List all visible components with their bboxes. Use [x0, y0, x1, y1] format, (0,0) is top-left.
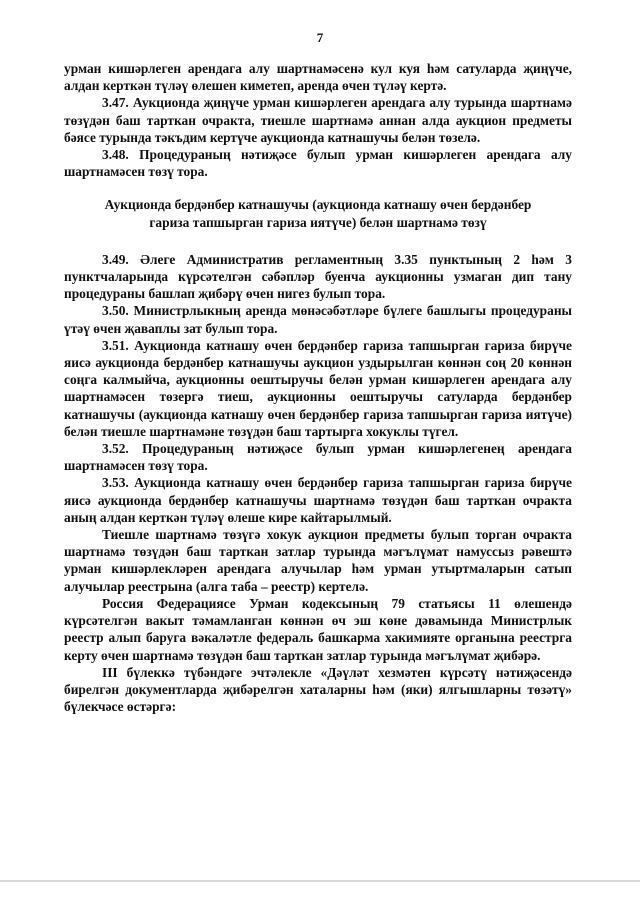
paragraph-section-three: III бүлеккә түбәндәге эчтәлекле «Дәүләт хезмәтен күрсәтү нәтиҗәсендә бирелгән документларда җибәрелгән хаталарны һәм (яки) ялгышларны төзәтү» бүлекчәсе өстәргә: — [64, 664, 572, 715]
section-heading: Аукционда бердәнбер катнашучы (аукционда катнашу өчен бердәнбер гариза тапшырган гариза иятүче) белән шартнамә төзү — [104, 197, 532, 230]
paragraph-3-50: 3.50. Министрлыкның аренда мөнәсәбәтләре бүлеге башлыгы процедураны үтәү өчен җаваплы зат булып тора. — [64, 303, 572, 336]
document-body — [64, 60, 572, 715]
paragraph-3-48: 3.48. Процедураның нәтиҗәсе булып урман кишәрлеген арендага алу шартнамәсен төзү тора. — [64, 147, 572, 180]
page-number: 7 — [316, 30, 324, 45]
paragraph-3-52: 3.52. Процедураның нәтиҗәсе булып урман кишәрлегенең арендага шартнамәсен төзү тора. — [64, 441, 572, 474]
paragraph-3-47: 3.47. Аукционда җиңүче урман кишәрлеген арендага алу турында шартнамә төзүдән баш тарткан очракта, тиешле шартнамә аннан алда аукцион предметы бәясе турында тәкъдим кертүче аукционда катнашучы белән төзелә. — [64, 95, 572, 145]
paragraph-forest-code: Россия Федерациясе Урман кодексының 79 статьясы 11 өлешендә күрсәтелгән вакыт тәмамланган көннән өч эш көне дәвамында Министрлык реестр алып баруга вәкаләтле федераль башкарма хакимияте органына реестрга керту өчен шартнамә төзүдән баш тарткан затлар турында мәгълүмат җибәрә. — [64, 595, 572, 663]
paragraph-3-49: 3.49. Әлеге Административ регламентның 3.35 пунктының 2 һәм 3 пунктчаларында күрсәтелгән сәбәпләр буенча аукционны узмаган дип тану процедураны башлап җибәрү өчен нигез булып тора. — [64, 251, 572, 302]
paragraph-3-51: 3.51. Аукционда катнашу өчен бердәнбер гариза тапшырган гариза бирүче яисә аукционда бердәнбер катнашучы аукцион уздырылган көннән соң 20 көннән соңга калмыйча, аукционны оештыручы белән урман кишәрлеген арендага алу шартнамәсен төзергә тиеш, аукционны оештыручы сатуларда бердәнбер катнашучы (аукционда катнашу өчен бердәнбер гариза тапшырган гариза иятүче) белән тиешле шартнамәне төзүдән баш тартырга хокуклы түгел. — [64, 337, 572, 439]
paragraph-3-53: 3.53. Аукционда катнашу өчен бердәнбер гариза тапшырган гариза бирүче яисә аукционда бердәнбер катнашучы шартнамә төзүдән баш тарткан очракта аның алдан керткән түләү өлеше кире кайтарылмый. — [64, 475, 572, 525]
page-bottom-edge — [0, 880, 640, 882]
paragraph-continuation: урман кишәрлеген арендага алу шартнамәсенә кул куя һәм сатуларда җиңүче, алдан керткән түләү өлешен киметеп, аренда өчен түләү кертә. — [64, 61, 572, 94]
paragraph-registry: Тиешле шартнамә төзүгә хокук аукцион предметы булып торган очракта шартнамә төзүдән баш тарткан затлар турында мәгълүмат намуссыз рәвештә урман кишәрлекләрен арендага алучылар һәм урман утыртмаларын сатып алучылар реестрына (алга таба – реестр) кертелә. — [64, 527, 572, 594]
